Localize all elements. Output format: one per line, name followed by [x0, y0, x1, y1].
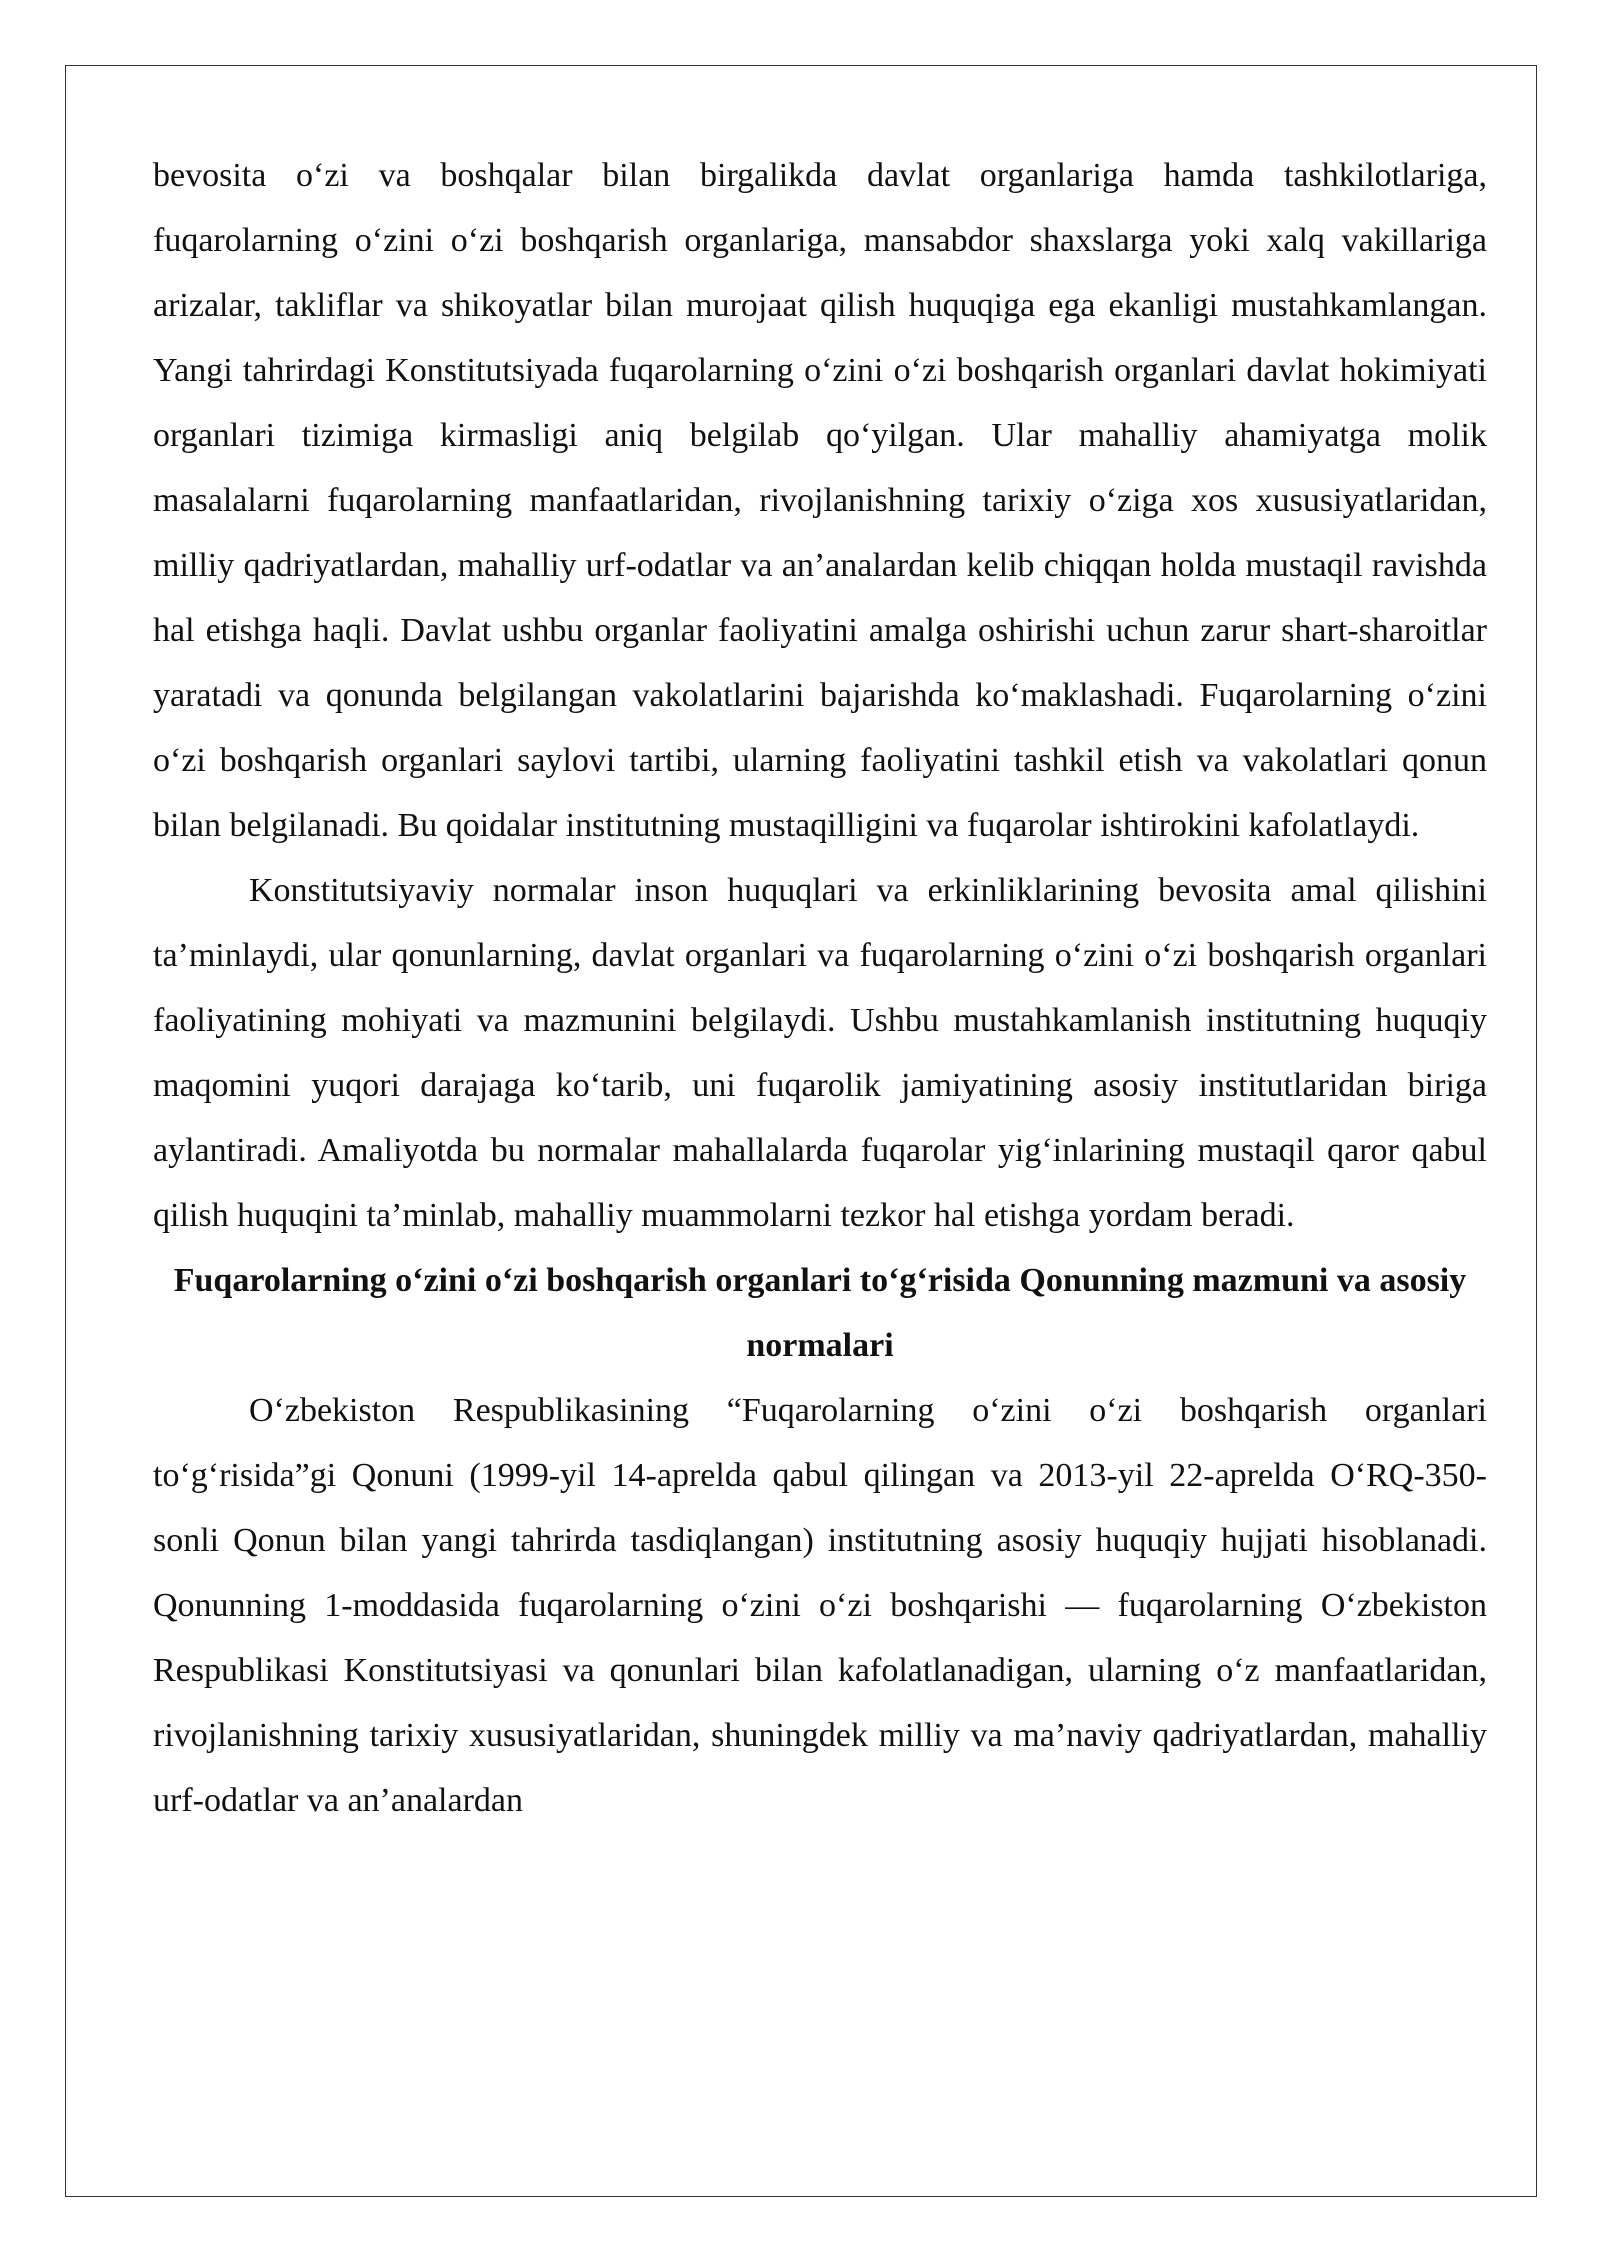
- document-body: [153, 143, 1487, 1833]
- section-heading: Fuqarolarning o‘zini o‘zi boshqarish organlari to‘g‘risida Qonunning mazmuni va asosiy normalari: [173, 1262, 1467, 1364]
- paragraph-constitutional-norms: Konstitutsiyaviy normalar inson huquqlari va erkinliklarining bevosita amal qilishini ta’minlaydi, ular qonunlarning, davlat organlari va fuqarolarning o‘zini o‘zi boshqarish organlari faoliyatining mohiyati va mazmunini belgilaydi. Ushbu mustahkamlanish institutning huquqiy maqomini yuqori darajaga ko‘tarib, uni fuqarolik jamiyatining asosiy institutlaridan biriga aylantiradi. Amaliyotda bu normalar mahallalarda fuqarolar yig‘inlarining mustaqil qaror qabul qilish huquqini ta’minlab, mahalliy muammolarni tezkor hal etishga yordam beradi.: [153, 872, 1487, 1234]
- paragraph-continuation: bevosita o‘zi va boshqalar bilan birgalikda davlat organlariga hamda tashkilotlariga, fuqarolarning o‘zini o‘zi boshqarish organlariga, mansabdor shaxslarga yoki xalq vakillariga arizalar, takliflar va shikoyatlar bilan murojaat qilish huquqiga ega ekanligi mustahkamlangan. Yangi tahrirdagi Konstitutsiyada fuqarolarning o‘zini o‘zi boshqarish organlari davlat hokimiyati organlari tizimiga kirmasligi aniq belgilab qo‘yilgan. Ular mahalliy ahamiyatga molik masalalarni fuqarolarning manfaatlaridan, rivojlanishning tarixiy o‘ziga xos xususiyatlaridan, milliy qadriyatlardan, mahalliy urf-odatlar va an’analardan kelib chiqqan holda mustaqil ravishda hal etishga haqli. Davlat ushbu organlar faoliyatini amalga oshirishi uchun zarur shart-sharoitlar yaratadi va qonunda belgilangan vakolatlarini bajarishda ko‘maklashadi. Fuqarolarning o‘zini o‘zi boshqarish organlari saylovi tartibi, ularning faoliyatini tashkil etish va vakolatlari qonun bilan belgilanadi. Bu qoidalar institutning mustaqilligini va fuqarolar ishtirokini kafolatlaydi.: [153, 157, 1487, 844]
- paragraph-law-overview: O‘zbekiston Respublikasining “Fuqarolarning o‘zini o‘zi boshqarish organlari to‘g‘risida”gi Qonuni (1999-yil 14-aprelda qabul qilingan va 2013-yil 22-aprelda O‘RQ-350-sonli Qonun bilan yangi tahrirda tasdiqlangan) institutning asosiy huquqiy hujjati hisoblanadi. Qonunning 1-moddasida fuqarolarning o‘zini o‘zi boshqarishi — fuqarolarning O‘zbekiston Respublikasi Konstitutsiyasi va qonunlari bilan kafolatlanadigan, ularning o‘z manfaatlaridan, rivojlanishning tarixiy xususiyatlaridan, shuningdek milliy va ma’naviy qadriyatlardan, mahalliy urf-odatlar va an’analardan: [153, 1392, 1487, 1819]
